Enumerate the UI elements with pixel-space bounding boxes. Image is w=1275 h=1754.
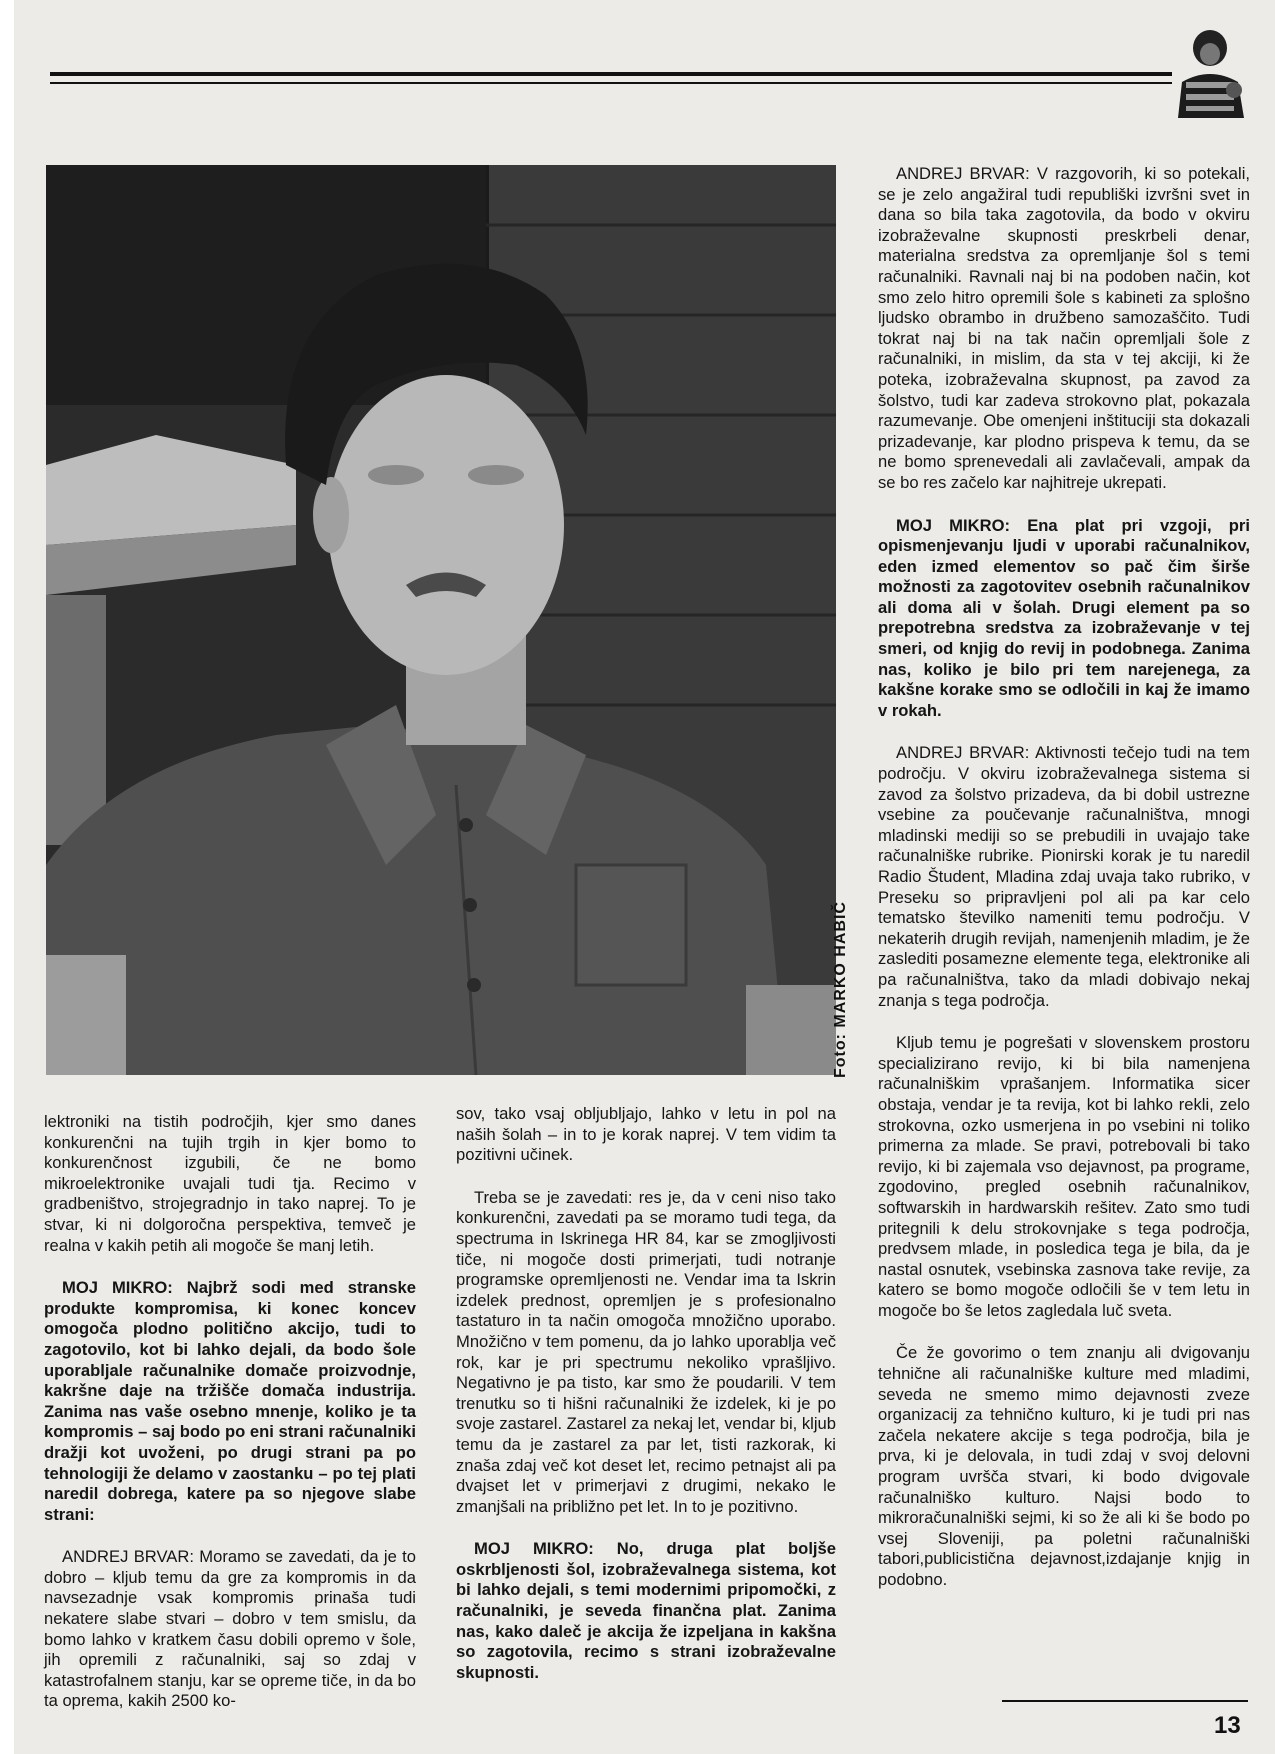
corner-figure-icon xyxy=(1170,26,1250,118)
interview-question: MOJ MIKRO: No, druga plat boljše oskrbljenosti šol, izobraževalnega sistema, kot bi lahko dejali, s temi modernimi pripomočki, z računalniki, je seveda finančna plat. Zanima nas, kako daleč je akcija že izpeljana in kakšna so zagotovila, recimo s strani izobraževalne skupnosti. xyxy=(456,1539,836,1682)
column-right xyxy=(878,164,1250,1613)
column-middle xyxy=(456,1104,836,1705)
interview-question: MOJ MIKRO: Najbrž sodi med stranske produkte kompromisa, ki konec koncev omogoča plodno politično akcijo, tudi to zagotovilo, kot bi lahko dejali, da bodo šole uporabljale računalnike domače proizvodnje, kakršne daje na tržišče domača industrija. Zanima nas vaše osebno mnenje, koliko je ta kompromis – saj bodo po eni strani računalniki dražji kot uvoženi, po drugi strani pa po tehnologiji že delamo v zaostanku – po tej plati naredil dobrega, katere pa so njegove slabe strani: xyxy=(44,1278,416,1524)
page-number: 13 xyxy=(1214,1712,1241,1739)
footer-rule xyxy=(1002,1700,1248,1702)
paragraph: lektroniki na tistih področjih, kjer smo danes konkurenčni na tujih trgih in kjer bomo to konkurenčnost izgubili, če ne bomo mikroelektronike uvajali tudi tja. Recimo v gradbeništvo, strojegradnjo in tako naprej. To je stvar, ki ni dolgoročna perspektiva, temveč je realna v kakih petih ali mogoče še manj letih. xyxy=(44,1112,416,1255)
header-rule xyxy=(50,72,1172,84)
paragraph: Treba se je zavedati: res je, da v ceni niso tako konkurenčni, zavedati pa se moramo tudi tega, da spectruma in Iskrinega HR 84, kar se zmogljivosti tiče, ni mogoče dosti primerjati, tudi notranje programske opremljenosti ne. Vendar ima ta Iskrin izdelek prednost, opremljen je s profesionalno tastaturo in ta način omogoča množično uporabo. Množično v tem pomenu, da jo lahko uporablja več rok, kar je pri spectrumu nekoliko vprašljivo. Negativno je pa tisto, kar smo že poudarili. V tem trenutku so ti hišni računalniki že izdelek, ki je po svoje zastarel. Zastarel za nekaj let, vendar bi, kljub temu da je zastarel za par let, tisti razkorak, ki znaša zdaj več kot deset let, recimo petnajst ali pa dvajset let v primerjavi z drugimi, nekako le zmanjšali na približno pet let. In to je pozitivno. xyxy=(456,1187,836,1516)
paragraph: Kljub temu je pogrešati v slovenskem prostoru specializirano revijo, ki bi bila namenjena računalniškim vprašanjem. Informatika sicer obstaja, vendar je ta revija, kot bi lahko rekli, zelo strokovna, ozko usmerjena in po vsebini ni toliko primerna za mlade. Se pravi, potrebovali bi tako revijo, ki bi zajemala vso dejavnost, pa programe, zgodovino, pregled osebnih računalnikov, softwarskih in hardwarskih rešitev. Zato smo tudi pritegnili k delu strokovnjake s tega področja, predvsem mlade, in posledica tega je bila, da je nastal osnutek, vsebinska zasnova take revije, za katero se bomo mogoče odločili še v tem letu in mogoče bo še letos zagledala luč sveta. xyxy=(878,1033,1250,1320)
interview-answer: ANDREJ BRVAR: Aktivnosti tečejo tudi na tem področju. V okviru izobraževalnega sistema si zavod za šolstvo prizadeva, da bi dobil ustrezne vsebine za poučevanje računalništva, mnogi mladinski mediji so se prebudili in uvajajo take računalniške rubrike. Pionirski korak je tu naredil Radio Študent, Mladina zdaj uvaja tako rubriko, v Preseku so pripravljeni pol ali pa kar celo tematsko številko nameniti temu področju. V nekaterih drugih revijah, namenjenih mladim, je že zaslediti posamezne elemente tega, elektronike ali pa računalništva, tako da mladi dobivajo nekaj znanja s tega področja. xyxy=(878,743,1250,1010)
paragraph: sov, tako vsaj obljubljajo, lahko v letu in pol na naših šolah – in to je korak naprej. V tem vidim ta pozitivni učinek. xyxy=(456,1104,836,1165)
portrait-photo xyxy=(46,165,836,1075)
column-left xyxy=(44,1112,416,1734)
interview-answer: ANDREJ BRVAR: Moramo se zavedati, da je to dobro – kljub temu da gre za kompromis in da navsezadnje vsak kompromis prinaša tudi nekatere slabe stvari – dobro v tem smislu, da bomo lahko v kratkem času dobili opremo v šole, jih opremili z računalniki, saj so zdaj v katastrofalnem stanju, kar se opreme tiče, in da bo ta oprema, kakih 2500 ko- xyxy=(44,1547,416,1711)
paragraph: Če že govorimo o tem znanju ali dvigovanju tehnične ali računalniške kulture med mladimi, seveda ne smemo mimo dejavnosti zveze organizacij za tehnično kulturo, ki je tudi pri nas začela nekatere akcije s tega področja, bila je prva, ki je delovala, in tudi zdaj v svoj delovni program uvršča stvari, ki bodo dvigovale računalniško kulturo. Najsi bodo to mikroračunalniški sejmi, ki so že ali ki še bodo po vsej Sloveniji, pa poletni računalniški tabori,publicistična dejavnost,izdajanje knjig in podobno. xyxy=(878,1343,1250,1589)
interview-question: MOJ MIKRO: Ena plat pri vzgoji, pri opismenjevanju ljudi v uporabi računalnikov, eden izmed elementov so pač čim širše možnosti za zagotovitev osebnih računalnikov ali doma ali v šolah. Drugi element pa so prepotrebna sredstva za izobraževanje v tej smeri, od knjig do revij in podobnega. Zanima nas, koliko je bilo pri tem narejenega, za kakšne korake smo se odločili in kaj že imamo v rokah. xyxy=(878,515,1250,720)
interview-answer: ANDREJ BRVAR: V razgovorih, ki so potekali, se je zelo angažiral tudi republiški izvršni svet in dana so bila taka zagotovila, da bodo v okviru izobraževalne skupnosti preskrbeli denar, materialna sredstva za opremljanje šol s temi računalniki. Ravnali naj bi na podoben način, kot smo zelo hitro opremili šole s kabineti za splošno ljudsko obrambo in družbeno samozaščito. Tudi tokrat naj bi na tak način opremljali šole z računalniki, in mislim, da sta v tej akciji, ki že poteka, izobraževalna skupnost, pa zavod za šolstvo, tudi kar zadeva strokovno plat, pokazala razumevanje. Obe omenjeni inštituciji sta dokazali prizadevanje, kar plodno prispeva k temu, da se ne bomo sprenevedali ali zavlačevali, ampak da se bo res začelo kar najhitreje ukrepati. xyxy=(878,164,1250,492)
photo-credit: Foto: MARKO HABIČ xyxy=(832,901,849,1078)
page-edge xyxy=(0,0,14,1754)
